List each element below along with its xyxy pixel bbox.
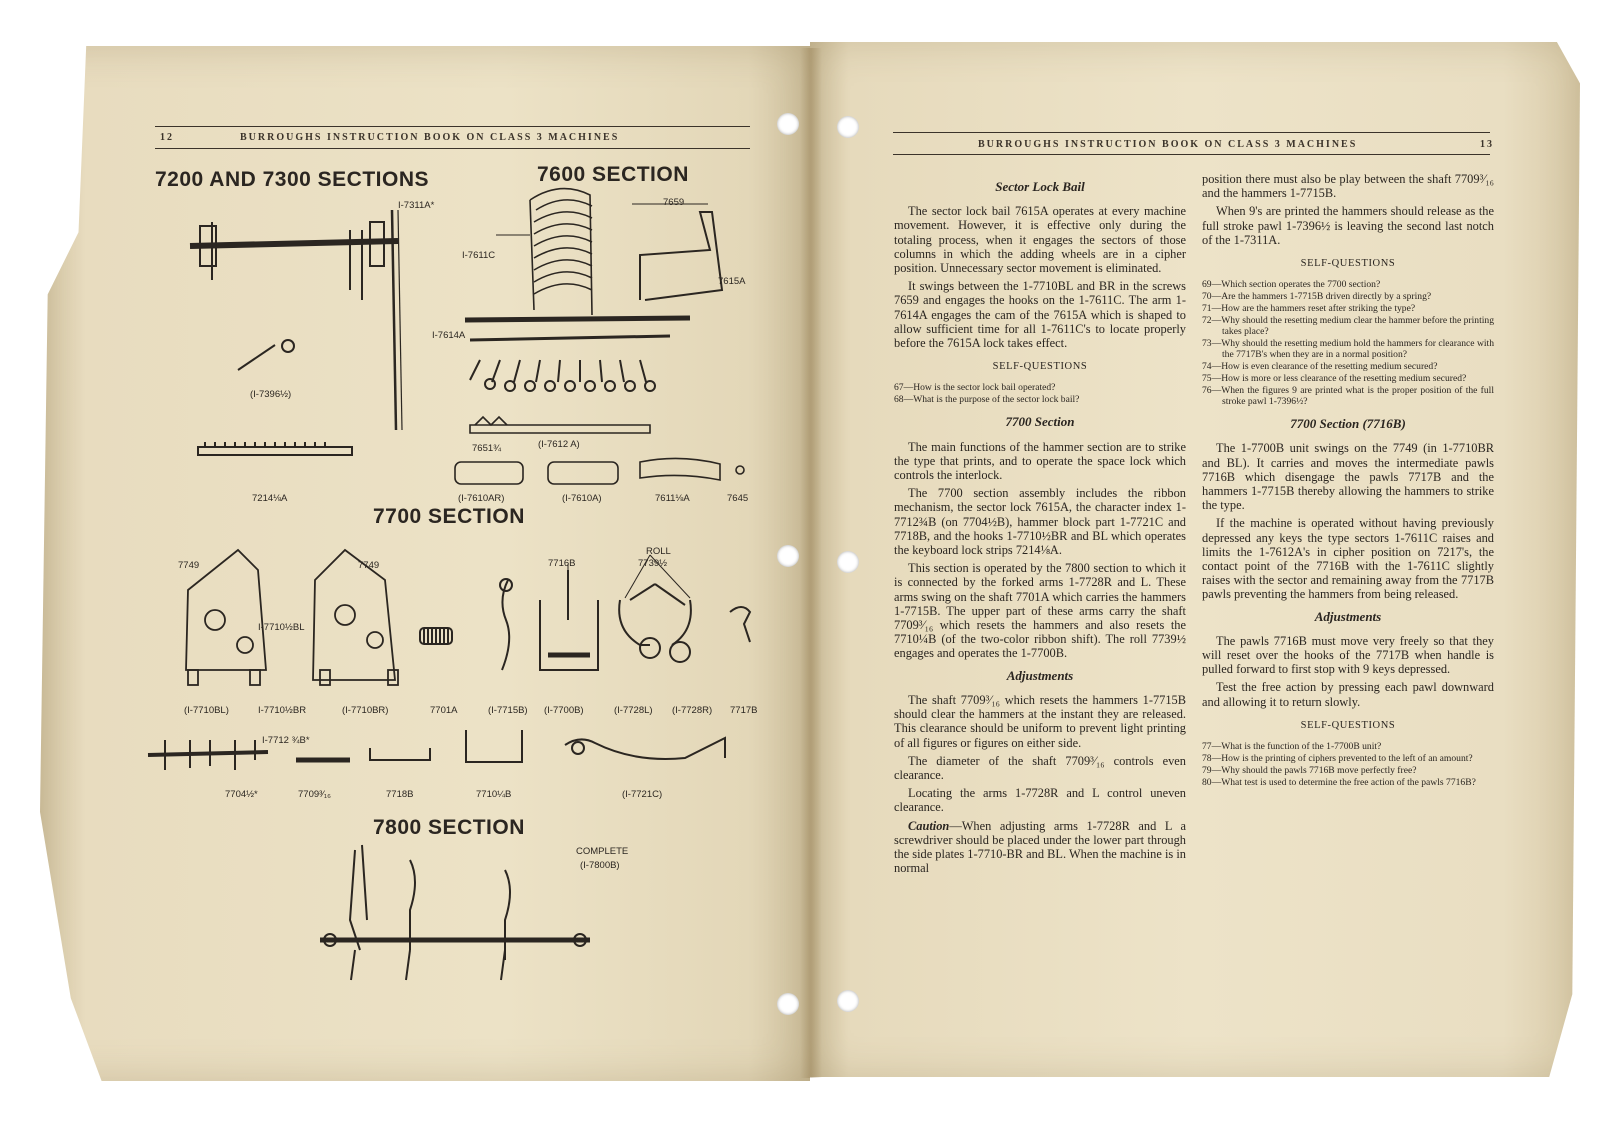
label-7709: 7709³⁄₁₆ [298,789,331,800]
question-item: 67—How is the sector lock bail operated? [894,382,1056,394]
label-7715b: (I-7715B) [488,705,528,716]
question-item: 80—What test is used to determine the free action of the pawls 7716B? [1202,777,1476,789]
heading-7700-section: 7700 Section [1005,414,1075,430]
label-7311a: I-7311A* [398,200,435,211]
label-7611c: I-7611C [462,250,496,261]
label-7645: 7645 [727,493,749,504]
label-7717b: 7717B [730,705,758,716]
paragraph: The diameter of the shaft 7709³⁄₁₆ controls even clearance. [894,753,1186,782]
label-7614a: I-7614A [432,330,466,341]
illustration-7800-assembly [320,845,590,980]
label-roll: ROLL [646,546,671,557]
paragraph: Locating the arms 1-7728R and L control uneven clearance. [894,786,1186,815]
illustration-7710-8 [466,730,522,762]
question-item: 70—Are the hammers 1-7715B driven directly by a spring? [1202,291,1432,303]
label-7700b: (I-7700B) [544,705,584,716]
illustration-7717b [730,607,750,642]
self-questions-heading: SELF-QUESTIONS [1300,258,1396,270]
caution-text: —When adjusting arms 1-7728R and L a screwdriver should be placed under the lower part through the side plates 1-7710-BR and BL. When the machine is in normal [894,818,1186,876]
illustration-7611c-sectors [530,189,592,315]
question-item: 73—Why should the resetting medium hold the hammers for clearance with the 7717B's when they are in a normal position? [1202,338,1494,361]
label-7651: 7651¾ [472,443,502,454]
label-7718b: 7718B [386,789,414,800]
illustration-7614a-assembly [465,318,690,391]
paragraph: The pawls 7716B must move very freely so that they will reset over the hooks of the 7717B when handle is pulled forward to first stop with 9 keys depressed. [1202,633,1494,677]
label-7710br-inner: I-7710½BR [258,705,307,716]
illustration-7214 [198,442,352,455]
paragraph: The 7700 section assembly includes the ribbon mechanism, the sector lock 7615A, the character index 1-7712¾B (on 7704½B), hammer block part 1-7721C and 7718B, and the hooks 1-7710½BR and BL which operates the keyboard lock strips 7214⅛A. [894,486,1186,558]
paragraph: The shaft 7709³⁄₁₆ which resets the hammers 1-7715B should clear the hammers at the instant they are released. This clearance should be uniform to prevent light printing of all figures or figures on either side. [894,692,1186,750]
label-7728r: (I-7728R) [672,705,713,716]
label-7659: 7659 [663,197,685,208]
illustration-7701a [420,628,452,644]
illustration-7715b [500,579,512,670]
label-7612a: (I-7612 A) [538,439,580,450]
label-7728l: (I-7728L) [614,705,653,716]
label-7739: 7739½ [638,558,668,569]
heading-7700: 7700 SECTION [373,505,525,528]
self-questions-heading: SELF-QUESTIONS [992,361,1088,373]
question-item: 77—What is the function of the 1-7700B unit? [1202,741,1382,753]
label-7615a: 7615A [718,276,746,287]
heading-sector-lock-bail: Sector Lock Bail [995,179,1085,194]
self-questions-heading: SELF-QUESTIONS [1300,719,1396,731]
illustration-7700b [540,570,598,670]
label-7214: 7214⅛A [252,493,288,504]
illustration-7728-arms [619,584,691,662]
question-list [1202,741,1494,788]
page-number-right: 13 [1480,139,1494,150]
label-7610a: (I-7610A) [562,493,602,504]
heading-7600: 7600 SECTION [537,163,689,186]
question-item: 72—Why should the resetting medium clear the hammer before the printing takes place? [1202,315,1494,338]
illustration-7718b [370,748,430,760]
header-rule [893,154,1490,155]
paragraph: It swings between the 1-7710BL and BR in the screws 7659 and engages the hooks on the 1-7611C. The arm 1-7614A engages the cam of the 7615A which is shaped to allow sufficient time for all 1-7611C's to locate properly before the 7615A lock takes effect. [894,279,1186,351]
label-7710bl: (I-7710BL) [184,705,229,716]
heading-7800: 7800 SECTION [373,816,525,839]
label-7704: 7704½* [225,789,258,800]
heading-7200-7300: 7200 AND 7300 SECTIONS [155,168,430,191]
binder-hole [837,551,859,573]
question-item: 78—How is the printing of ciphers prevented to the left of an amount? [1202,753,1473,765]
label-7710bl-inner: I-7710½BL [258,622,305,633]
paragraph: The sector lock bail 7615A operates at every machine movement. However, it is effective only during the totaling process, when it engages the sectors of those columns in which the adding wheels are in a cipher position. Unnecessary sector movement is eliminated. [894,204,1186,276]
paragraph: This section is operated by the 7800 section to which it is connected by the forked arms 1-7728R and L. These arms swing on the shaft 7701A which carries the hammers 1-7715B. The upper part of these arms carry the shaft 7709³⁄₁₆ which resets the hammers and also resets the 7710¼B (of the two-color ribbon shift). The roll 7739½ engages and operates the 1-7700B. [894,561,1186,661]
label-7749-right: 7749 [358,560,380,571]
right-column-2 [1202,172,1494,798]
question-item: 74—How is even clearance of the resetting medium secured? [1202,361,1438,373]
label-7701a: 7701A [430,705,458,716]
question-item: 69—Which section operates the 7700 section? [1202,279,1381,291]
heading-adjustments: Adjustments [1314,608,1382,624]
illustration-7396 [238,340,294,370]
illustration-7200-shaft [190,222,398,300]
question-list [894,382,1186,405]
paragraph: If the machine is operated without having previously depressed any keys the type sectors 1-7611C raises and limits the 1-7612A's in cipher position on 7217's, the contact point of the 7716B with the 1-7611C slightly raises with the sector and remaining away from the 7717B pawls preventing the hammers from being released. [1202,516,1494,602]
running-header-right: BURROUGHS INSTRUCTION BOOK ON CLASS 3 MACHINES [978,139,1358,150]
label-7721c: (I-7721C) [622,789,663,800]
label-7611a8: 7611⅛A [655,493,690,504]
paragraph: When 9's are printed the hammers should release as the full stroke pawl 1-7396½ is leaving the second last notch of the 1-7311A. [1202,204,1494,247]
paragraph: Test the free action by pressing each pawl downward and allowing it to return slowly. [1202,680,1494,709]
label-7610ar: (I-7610AR) [458,493,505,504]
label-7749-left: 7749 [178,560,200,571]
paragraph-caution [894,819,1186,876]
page-number-left: 12 [160,132,174,143]
paragraph: The main functions of the hammer section are to strike the type that prints, and to operate the space lock which controls the interlock. [894,439,1186,483]
illustration-7615a [640,212,722,300]
illustration-7610-plates [455,458,744,484]
question-item: 71—How are the hammers reset after striking the type? [1202,303,1416,315]
parts-illustrations [0,0,810,1090]
label-complete: COMPLETE [576,846,629,857]
illustration-7612a [470,417,650,433]
illustration-7704 [148,740,268,770]
question-list [1202,279,1494,407]
heading-adjustments: Adjustments [1006,667,1074,683]
binder-hole [837,116,859,138]
question-item: 75—How is more or less clearance of the resetting medium secured? [1202,373,1467,385]
paragraph: The 1-7700B unit swings on the 7749 (in 1-7710BR and BL). It carries and moves the intermediate pawls 7716B which disengage the pawls 7717B and the hammers 1-7715B thereby allowing the hammers to strike the type. [1202,441,1494,513]
right-column-1 [894,172,1186,879]
leader-lines [496,204,708,598]
illustration-7721c [565,738,725,759]
caution-word: Caution [908,818,950,833]
label-7716b: 7716B [548,558,576,569]
label-7396: (I-7396½) [250,389,292,400]
question-item: 79—Why should the pawls 7716B move perfectly free? [1202,765,1417,777]
label-7710br: (I-7710BR) [342,705,389,716]
question-item: 76—When the figures 9 are printed what is the proper position of the full stroke pawl 1-7396½? [1202,385,1494,408]
illustration-7749-right [313,550,398,685]
question-item: 68—What is the purpose of the sector lock bail? [894,394,1080,406]
heading-7700-section-7716b: 7700 Section (7716B) [1290,416,1406,432]
label-7712: I-7712 ¾B* [262,735,310,746]
running-header-left: BURROUGHS INSTRUCTION BOOK ON CLASS 3 MACHINES [240,132,620,143]
label-7800b: (I-7800B) [580,860,620,871]
binder-hole [837,990,859,1012]
label-7710-8: 7710¼B [476,789,512,800]
paragraph: position there must also be play between the shaft 7709³⁄₁₆ and the hammers 1-7715B. [1202,172,1494,201]
header-rule [893,132,1490,133]
